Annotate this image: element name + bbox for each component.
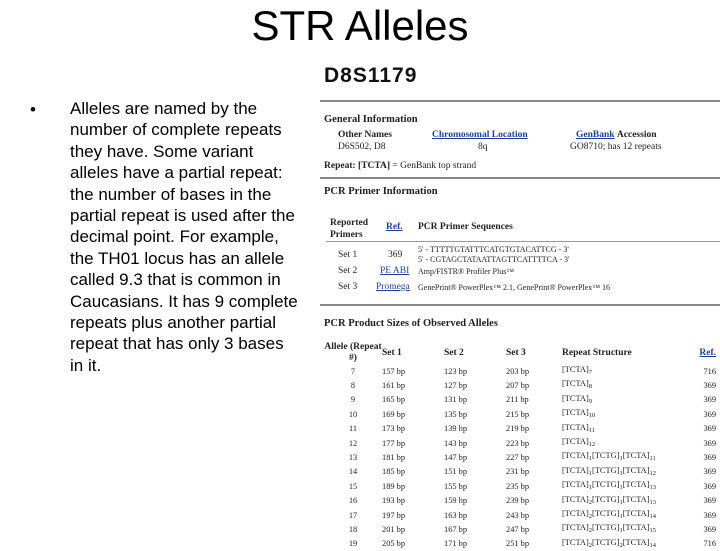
repeat-suffix: = GenBank top strand xyxy=(392,161,477,171)
repeat-unit: [TCTA] xyxy=(562,422,589,432)
set2-size-cell: 127 bp xyxy=(444,380,468,390)
table-row xyxy=(324,522,716,536)
divider xyxy=(320,304,720,306)
repeat-unit: [TCTA] xyxy=(562,537,589,547)
repeat-count: 12 xyxy=(588,441,596,449)
col-set3: Set 3 xyxy=(506,347,526,358)
table-row xyxy=(324,479,716,493)
set3-size-cell: 227 bp xyxy=(506,452,530,462)
bullet-marker: • xyxy=(30,100,36,119)
repeat-unit: [TCTA] xyxy=(562,480,589,490)
set2-size-cell: 135 bp xyxy=(444,409,468,419)
repeat-count: 2 xyxy=(588,498,593,506)
repeat-structure-cell xyxy=(562,494,684,508)
repeat-count: 13 xyxy=(649,484,657,492)
set1-size-cell: 165 bp xyxy=(382,395,406,405)
repeat-unit: [TCTA] xyxy=(562,465,589,475)
repeat-count: 1 xyxy=(588,455,593,463)
set1-size-cell: 169 bp xyxy=(382,409,406,419)
repeat-structure-cell xyxy=(562,393,684,407)
repeat-count: 1 xyxy=(588,484,593,492)
divider xyxy=(320,100,720,102)
table-row xyxy=(324,465,716,479)
set3-size-cell: 219 bp xyxy=(506,424,530,434)
set2-size-cell: 131 bp xyxy=(444,395,468,405)
set2-size-cell: 123 bp xyxy=(444,366,468,376)
set1-size-cell: 193 bp xyxy=(382,496,406,506)
col-ref[interactable]: Ref. xyxy=(699,347,716,358)
other-names-label: Other Names xyxy=(338,130,392,140)
set1-size-cell: 189 bp xyxy=(382,481,406,491)
repeat-count: 9 xyxy=(588,397,593,405)
repeat-count: 2 xyxy=(588,527,593,535)
repeat-structure-cell xyxy=(562,479,684,493)
bullet-text: Alleles are named by the number of complete repeats they have. Some variant alleles have a partial repeat: the number of bases in the partial repeat is used after the decimal point. For example, the TH01 locus has an allele called 9.3 that is common in Caucasians. It has 9 complete repeats plus another partial repeat that has only 3 bases in it. xyxy=(70,99,298,375)
ref-cell: 369 xyxy=(703,467,716,477)
set3-seq: GenePrint® PowerPlex™ 2.1, GenePrint® PowerPlex™ 16 xyxy=(418,283,611,292)
repeat-count: 15 xyxy=(649,527,657,535)
set2-name: Set 2 xyxy=(338,266,358,276)
set1-size-cell: 157 bp xyxy=(382,366,406,376)
table-row xyxy=(324,494,716,508)
table-row xyxy=(324,450,716,464)
col-repeat-structure: Repeat Structure xyxy=(562,347,632,358)
repeat-count: 8 xyxy=(588,383,593,391)
set3-size-cell: 251 bp xyxy=(506,539,530,549)
set2-size-cell: 139 bp xyxy=(444,424,468,434)
genbank-accession-value: GO8710; has 12 repeats xyxy=(570,142,662,152)
repeat-line xyxy=(324,161,476,171)
repeat-unit: [TCTA] xyxy=(622,480,650,490)
general-info-heading: General Information xyxy=(324,114,418,125)
set3-size-cell: 207 bp xyxy=(506,380,530,390)
repeat-structure-cell xyxy=(562,436,684,450)
genbank-header xyxy=(576,130,657,140)
primer-ref-header[interactable]: Ref. xyxy=(386,222,403,232)
repeat-count: 11 xyxy=(588,426,596,434)
repeat-unit: [TCTA] xyxy=(622,494,650,504)
repeat-unit: [TCTA] xyxy=(562,509,589,519)
set1-size-cell: 161 bp xyxy=(382,380,406,390)
repeat-structure-cell xyxy=(562,364,684,378)
repeat-count: 7 xyxy=(588,369,593,376)
repeat-count: 13 xyxy=(649,498,657,506)
repeat-unit: [TCTA] xyxy=(622,523,650,533)
set2-size-cell: 163 bp xyxy=(444,510,468,520)
repeat-count: 14 xyxy=(649,513,657,521)
set1-seq-forward: 5' - TTTTTGTATTTCATGTGTACATTCG - 3' xyxy=(418,245,569,254)
product-sizes-heading: PCR Product Sizes of Observed Alleles xyxy=(324,318,498,329)
repeat-count: 1 xyxy=(619,469,623,477)
set1-size-cell: 185 bp xyxy=(382,467,406,477)
divider xyxy=(326,241,720,242)
repeat-structure-cell xyxy=(562,450,684,464)
repeat-unit: [TCTA] xyxy=(622,537,650,547)
repeat-count: 2 xyxy=(619,541,623,549)
repeat-unit: [TCTG] xyxy=(592,509,620,519)
set3-size-cell: 247 bp xyxy=(506,524,530,534)
ref-cell: 369 xyxy=(703,510,716,520)
repeat-structure-cell xyxy=(562,522,684,536)
set1-size-cell: 197 bp xyxy=(382,510,406,520)
set1-size-cell: 181 bp xyxy=(382,452,406,462)
ref-cell: 716 xyxy=(703,539,716,549)
primer-sequences-header: PCR Primer Sequences xyxy=(418,222,513,232)
set3-size-cell: 243 bp xyxy=(506,510,530,520)
repeat-count: 2 xyxy=(588,541,593,549)
ref-cell: 369 xyxy=(703,424,716,434)
repeat-unit: [TCTA] xyxy=(622,509,650,519)
repeat-unit: [TCTG] xyxy=(592,480,620,490)
allele-cell: 19 xyxy=(348,539,358,549)
repeat-structure-cell xyxy=(562,407,684,421)
table-row xyxy=(324,364,716,378)
set2-size-cell: 167 bp xyxy=(444,524,468,534)
set3-name: Set 3 xyxy=(338,282,358,292)
ref-cell: 716 xyxy=(703,366,716,376)
slide-title: STR Alleles xyxy=(251,2,469,49)
ref-cell: 369 xyxy=(703,409,716,419)
set1-seq-reverse: 5' - CGTAGCTATAATTAGTTCATTTTCA - 3' xyxy=(418,255,570,264)
repeat-unit: [TCTG] xyxy=(592,537,620,547)
set3-size-cell: 203 bp xyxy=(506,366,530,376)
table-row xyxy=(324,378,716,392)
locus-name: D8S1179 xyxy=(324,64,418,87)
repeat-count: 10 xyxy=(588,412,596,420)
repeat-unit: [TCTA] xyxy=(562,408,589,418)
set1-ref: 369 xyxy=(388,250,403,260)
set2-ref-link[interactable]: PE ABI xyxy=(380,266,410,276)
repeat-count: 1 xyxy=(619,527,623,535)
allele-cell: 15 xyxy=(348,481,358,491)
repeat-unit: [TCTA] xyxy=(562,379,589,389)
repeat-count: 1 xyxy=(619,455,623,463)
ref-cell: 369 xyxy=(703,496,716,506)
table-row xyxy=(324,508,716,522)
repeat-unit: [TCTA] xyxy=(622,465,650,475)
set3-size-cell: 239 bp xyxy=(506,496,530,506)
ref-cell: 369 xyxy=(703,452,716,462)
repeat-unit: [TCTA] xyxy=(562,437,589,447)
ref-cell: 369 xyxy=(703,524,716,534)
set3-size-cell: 211 bp xyxy=(506,395,529,405)
repeat-unit: [TCTA] xyxy=(562,365,589,374)
allele-cell: 18 xyxy=(348,524,358,534)
accession-label: Accession xyxy=(616,130,657,140)
repeat-count: 11 xyxy=(649,455,656,463)
table-header-row xyxy=(324,342,716,364)
repeat-count: 1 xyxy=(619,498,623,506)
ref-cell: 369 xyxy=(703,438,716,448)
table-row xyxy=(324,393,716,407)
repeat-unit: [TCTA] xyxy=(622,451,650,461)
ref-cell: 369 xyxy=(703,395,716,405)
repeat-unit: [TCTG] xyxy=(592,465,620,475)
repeat-structure-cell xyxy=(562,378,684,392)
table-body xyxy=(324,364,716,551)
chromosomal-location-link[interactable]: Chromosomal Location xyxy=(432,130,528,140)
allele-cell: 13 xyxy=(348,452,358,462)
col-set1: Set 1 xyxy=(382,347,402,358)
allele-cell: 17 xyxy=(348,510,358,520)
set1-size-cell: 201 bp xyxy=(382,524,406,534)
set3-size-cell: 235 bp xyxy=(506,481,530,491)
repeat-label: Repeat: [TCTA] xyxy=(324,161,391,171)
col-set2: Set 2 xyxy=(444,347,464,358)
repeat-count: 2 xyxy=(588,513,593,521)
repeat-structure-cell xyxy=(562,465,684,479)
locus-data-sheet xyxy=(318,64,720,549)
set3-size-cell: 215 bp xyxy=(506,409,530,419)
col-allele: Allele (Repeat #) xyxy=(324,342,382,363)
repeat-structure-cell xyxy=(562,537,684,551)
repeat-unit: [TCTG] xyxy=(592,494,620,504)
set2-size-cell: 159 bp xyxy=(444,496,468,506)
table-row xyxy=(324,436,716,450)
other-names-value: D6S502, D8 xyxy=(338,142,386,152)
set3-ref-link[interactable]: Promega xyxy=(376,282,410,292)
table-row xyxy=(324,422,716,436)
repeat-unit: [TCTG] xyxy=(592,451,620,461)
repeat-count: 1 xyxy=(588,469,593,477)
allele-cell: 16 xyxy=(348,496,358,506)
divider xyxy=(320,177,720,179)
table-row xyxy=(324,537,716,551)
repeat-structure-cell xyxy=(562,422,684,436)
repeat-structure-cell xyxy=(562,508,684,522)
set2-size-cell: 143 bp xyxy=(444,438,468,448)
reported-label: Reported xyxy=(330,218,368,228)
set1-size-cell: 205 bp xyxy=(382,539,406,549)
set1-size-cell: 177 bp xyxy=(382,438,406,448)
allele-sizes-table xyxy=(324,342,716,551)
set2-size-cell: 171 bp xyxy=(444,539,468,549)
set2-size-cell: 147 bp xyxy=(444,452,468,462)
allele-cell: 14 xyxy=(348,467,358,477)
set2-size-cell: 155 bp xyxy=(444,481,468,491)
repeat-unit: [TCTG] xyxy=(592,523,620,533)
chromosomal-location-value: 8q xyxy=(478,142,488,152)
allele-cell: 9 xyxy=(350,395,356,405)
allele-cell: 11 xyxy=(348,424,358,434)
repeat-unit: [TCTA] xyxy=(562,451,589,461)
set1-name: Set 1 xyxy=(338,250,358,260)
repeat-count: 12 xyxy=(649,469,657,477)
set3-size-cell: 223 bp xyxy=(506,438,530,448)
table-row xyxy=(324,407,716,421)
pcr-primer-heading: PCR Primer Information xyxy=(324,186,438,197)
ref-cell: 369 xyxy=(703,380,716,390)
genbank-link[interactable]: GenBank xyxy=(576,130,615,140)
primers-label: Primers xyxy=(330,230,363,240)
repeat-count: 1 xyxy=(619,484,623,492)
set2-seq: Amp/FISTR® Profiler Plus™ xyxy=(418,267,515,276)
set2-size-cell: 151 bp xyxy=(444,467,468,477)
allele-cell: 8 xyxy=(350,380,356,390)
allele-cell: 12 xyxy=(348,438,358,448)
repeat-unit: [TCTA] xyxy=(562,494,589,504)
set3-size-cell: 231 bp xyxy=(506,467,530,477)
repeat-count: 1 xyxy=(619,513,623,521)
repeat-unit: [TCTA] xyxy=(562,393,589,403)
ref-cell: 369 xyxy=(703,481,716,491)
allele-cell: 7 xyxy=(350,366,356,376)
repeat-count: 14 xyxy=(649,541,657,549)
set1-size-cell: 173 bp xyxy=(382,424,406,434)
allele-cell: 10 xyxy=(348,409,358,419)
repeat-unit: [TCTA] xyxy=(562,523,589,533)
